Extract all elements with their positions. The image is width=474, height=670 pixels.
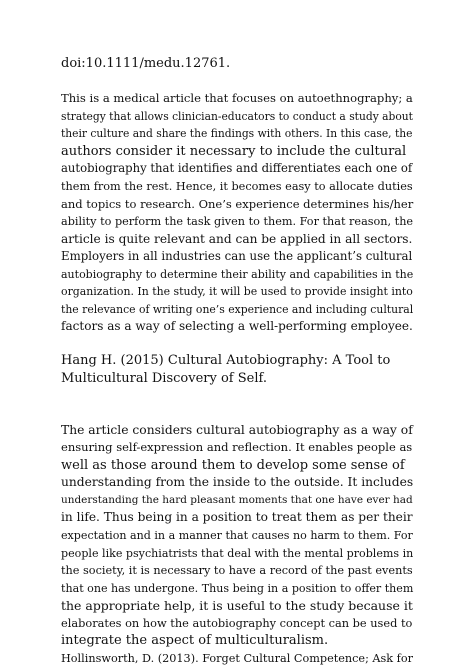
reference-line: Hollinsworth, D. (2013). Forget Cultural Competence; Ask for (61, 652, 413, 665)
paragraph-line: strategy that allows clinician-educators to conduct a study about (61, 110, 413, 123)
paragraph-line: understanding the hard pleasant moments that one have ever had (61, 494, 413, 506)
paragraph-line: elaborates on how the autobiography concept can be used to (61, 616, 413, 630)
paragraph-line: integrate the aspect of multiculturalism. (61, 633, 329, 648)
paragraph-line: autobiography that identifies and differentiates each one of (61, 161, 413, 175)
paragraph-line: article is quite relevant and can be applied in all sectors. (61, 232, 413, 246)
paragraph-line: authors consider it necessary to include the cultural (61, 144, 407, 159)
paragraph-line: This is a medical article that focuses on autoethnography; a (61, 91, 413, 105)
paragraph-line: factors as a way of selecting a well-performing employee. (61, 319, 413, 333)
paragraph-line: ability to perform the task given to them. For that reason, the (61, 215, 414, 228)
reference-line: Multicultural Discovery of Self. (61, 371, 267, 386)
paragraph-line: the society, it is necessary to have a record of the past events (61, 564, 413, 577)
paragraph-line: that one has undergone. Thus being in a position to offer them (61, 582, 414, 595)
paragraph-line: the appropriate help, it is useful to the study because it (61, 598, 413, 613)
paragraph-line: understanding from the inside to the outside. It includes (61, 475, 414, 489)
paragraph-line: the relevance of writing one’s experience and including cultural (61, 303, 414, 316)
paragraph-line: their culture and share the findings with others. In this case, the (61, 127, 413, 140)
paragraph-line: organization. In the study, it will be used to provide insight into (61, 285, 413, 298)
paragraph-line: in life. Thus being in a position to treat them as per their (61, 510, 413, 524)
paragraph-line: expectation and in a manner that causes no harm to them. For (61, 529, 413, 542)
paragraph-line: ensuring self-expression and reflection. It enables people as (61, 440, 413, 454)
paragraph-line: and topics to research. One’s experience determines his/her (61, 197, 414, 211)
reference-line: Hang H. (2015) Cultural Autobiography: A Tool to (61, 353, 391, 368)
paragraph-line: them from the rest. Hence, it becomes easy to allocate duties (61, 180, 413, 193)
paragraph-line: The article considers cultural autobiography as a way of (61, 423, 413, 437)
paragraph-line: well as those around them to develop some sense of (61, 458, 405, 473)
doi-line: doi:10.1111/medu.12761. (61, 56, 231, 71)
paragraph-line: autobiography to determine their ability and capabilities in the (61, 268, 414, 281)
paragraph-line: Employers in all industries can use the applicant’s cultural (61, 249, 413, 263)
paragraph-line: people like psychiatrists that deal with the mental problems in (61, 547, 414, 560)
